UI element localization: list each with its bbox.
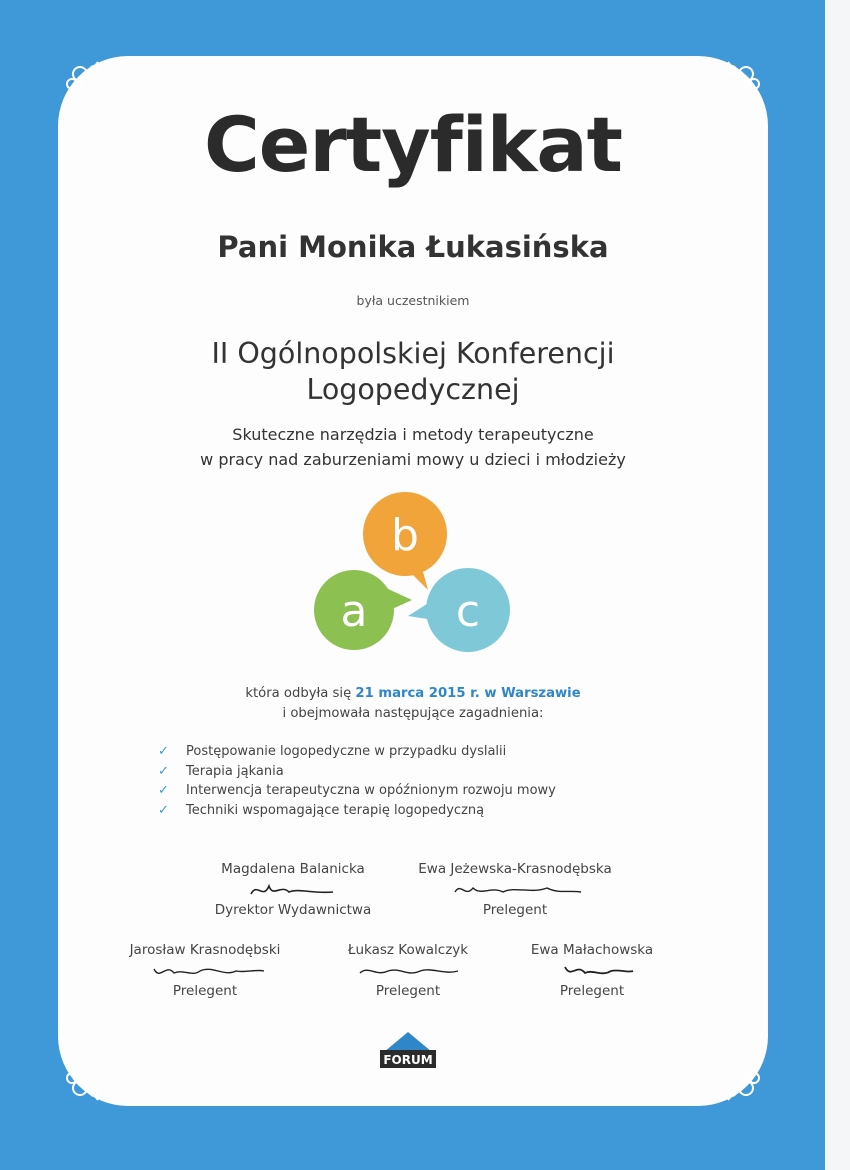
conference-line-1: II Ogólnopolskiej Konferencji — [211, 337, 615, 370]
signatory-role: Prelegent — [559, 983, 625, 999]
signatory-name: Ewa Jeżewska-Krasnodębska — [418, 861, 612, 877]
flourish-icon — [58, 1036, 128, 1106]
participant-text: była uczestnikiem — [356, 293, 470, 308]
forum-logo-text: FORUM — [383, 1053, 433, 1067]
event-line-1 — [0, 684, 826, 704]
check-icon: ✓ — [158, 802, 169, 818]
signature-block — [105, 941, 305, 999]
check-icon: ✓ — [158, 763, 169, 779]
signatory-role: Prelegent — [172, 983, 238, 999]
signatory-role: Dyrektor Wydawnictwa — [214, 902, 372, 918]
list-item — [158, 742, 556, 762]
logo-letter-a: a — [340, 586, 368, 637]
event-info — [0, 684, 826, 724]
signatory-name: Jarosław Krasnodębski — [129, 942, 281, 958]
signatory-role: Prelegent — [375, 983, 441, 999]
topic-text: Interwencja terapeutyczna w opóźnionym rozwoju mowy — [186, 783, 556, 798]
topic-text: Techniki wspomagające terapię logopedyczną — [186, 802, 485, 818]
signatory-name: Łukasz Kowalczyk — [347, 942, 469, 958]
handwritten-signature — [105, 959, 305, 983]
handwritten-signature — [318, 959, 498, 983]
list-item — [158, 781, 556, 801]
topic-text: Terapia jąkania — [186, 763, 284, 779]
topic-text: Postępowanie logopedyczne w przypadku dyslalii — [186, 744, 507, 759]
handwritten-signature — [512, 959, 672, 983]
event-date-place: 21 marca 2015 r. w Warszawie — [355, 686, 581, 701]
flourish-icon — [698, 1036, 768, 1106]
topics-list — [158, 742, 556, 820]
conference-name — [0, 336, 826, 408]
signature-block — [512, 941, 672, 999]
signatory-name: Magdalena Balanicka — [221, 861, 365, 877]
abc-speech-bubbles-logo — [300, 492, 530, 662]
signature-block — [400, 860, 630, 918]
signature-block — [318, 941, 498, 999]
list-item — [158, 801, 556, 821]
logo-letter-c: c — [455, 586, 481, 637]
check-icon: ✓ — [158, 783, 169, 798]
signatory-name: Ewa Małachowska — [530, 942, 654, 958]
recipient-name: Pani Monika Łukasińska — [217, 230, 609, 264]
forum-logo — [376, 1030, 440, 1074]
logo-letter-b: b — [391, 510, 419, 561]
signature-block — [188, 860, 398, 918]
certificate-title: Certyfikat — [204, 100, 622, 189]
subtitle-line-1: Skuteczne narzędzia i metody terapeutyczne — [232, 425, 594, 444]
subtitle-line-2: w pracy nad zaburzeniami mowy u dzieci i młodzieży — [200, 450, 626, 469]
event-line-2: i obejmowała następujące zagadnienia: — [282, 706, 544, 721]
handwritten-signature — [188, 878, 398, 902]
list-item — [158, 762, 556, 782]
bubble-a — [314, 570, 412, 650]
conference-line-2: Logopedycznej — [306, 373, 520, 406]
handwritten-signature — [400, 878, 630, 902]
signatory-role: Prelegent — [482, 902, 548, 918]
check-icon: ✓ — [158, 744, 169, 759]
conference-subtitle — [0, 422, 826, 472]
event-prefix: która odbyła się — [245, 686, 352, 701]
scan-edge — [825, 0, 850, 1170]
bubble-b — [363, 492, 447, 590]
